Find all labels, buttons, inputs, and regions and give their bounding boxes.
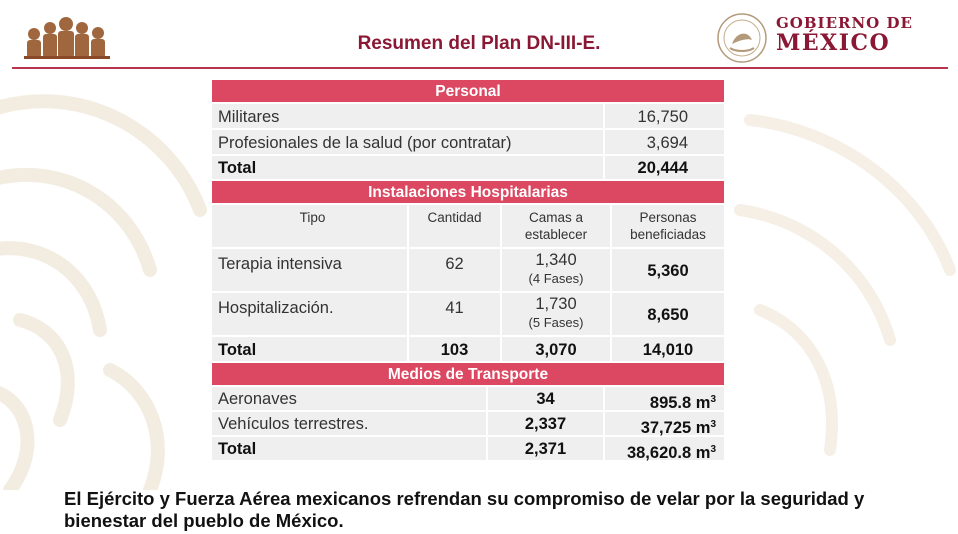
volumen-value: 37,725 m (640, 419, 711, 437)
header-divider (12, 67, 948, 69)
row-label: Hospitalización. (212, 293, 409, 335)
column-header: Camas a establecer (502, 205, 612, 247)
total-cantidad: 2,371 (488, 437, 605, 460)
footer-statement: El Ejército y Fuerza Aérea mexicanos refrendan su compromiso de velar por la seguridad y bienestar del pueblo de México. (64, 488, 865, 531)
table-row (212, 130, 724, 156)
total-label: Total (212, 437, 488, 460)
row-volumen (605, 412, 724, 435)
row-label: Profesionales de la salud (por contratar) (212, 130, 605, 154)
total-row (212, 437, 724, 462)
total-personas: 14,010 (612, 337, 724, 361)
gov-logo-line2: MÉXICO (776, 30, 891, 56)
row-label: Militares (212, 104, 605, 128)
row-cantidad: 62 (409, 249, 502, 291)
camas-value: 1,340 (535, 251, 577, 269)
row-label: Vehículos terrestres. (212, 412, 488, 435)
camas-value: 1,730 (535, 295, 577, 313)
unit-superscript: 3 (710, 419, 716, 430)
national-seal-icon (716, 12, 768, 64)
row-cantidad: 34 (488, 387, 605, 410)
page-title: Resumen del Plan DN-III-E. (357, 33, 601, 54)
background-motif-right (720, 90, 958, 490)
summary-table (212, 80, 724, 462)
column-header: Tipo (212, 205, 409, 247)
row-personas: 8,650 (612, 293, 724, 335)
row-volumen (605, 387, 724, 410)
row-camas (502, 293, 612, 335)
unit-superscript: 3 (710, 394, 716, 405)
total-volumen (605, 437, 724, 460)
column-headers (212, 205, 724, 249)
total-label: Total (212, 156, 605, 179)
unit-superscript: 3 (710, 444, 716, 455)
fases-note: (4 Fases) (528, 271, 584, 286)
total-value: 20,444 (605, 156, 724, 179)
table-row (212, 104, 724, 130)
section-heading-hospital: Instalaciones Hospitalarias (212, 181, 724, 205)
total-label: Total (212, 337, 409, 361)
row-value: 3,694 (605, 130, 724, 154)
volumen-value: 38,620.8 m (626, 444, 711, 462)
row-camas (502, 249, 612, 291)
row-cantidad: 2,337 (488, 412, 605, 435)
total-row (212, 156, 724, 181)
row-personas: 5,360 (612, 249, 724, 291)
table-row (212, 249, 724, 293)
section-heading-personal: Personal (212, 80, 724, 104)
row-label: Aeronaves (212, 387, 488, 410)
table-row (212, 412, 724, 437)
gov-logo-line1: GOBIERNO DE (776, 14, 913, 32)
fases-note: (5 Fases) (528, 315, 584, 330)
total-row (212, 337, 724, 363)
volumen-value: 895.8 m (649, 394, 711, 412)
row-label: Terapia intensiva (212, 249, 409, 291)
table-row (212, 387, 724, 412)
section-heading-transporte: Medios de Transporte (212, 363, 724, 387)
row-cantidad: 41 (409, 293, 502, 335)
gobierno-de-mexico-logo (776, 14, 936, 56)
total-cantidad: 103 (409, 337, 502, 361)
column-header: Cantidad (409, 205, 502, 247)
total-camas: 3,070 (502, 337, 612, 361)
row-value: 16,750 (605, 104, 724, 128)
table-row (212, 293, 724, 337)
column-header: Personas beneficiadas (612, 205, 724, 247)
